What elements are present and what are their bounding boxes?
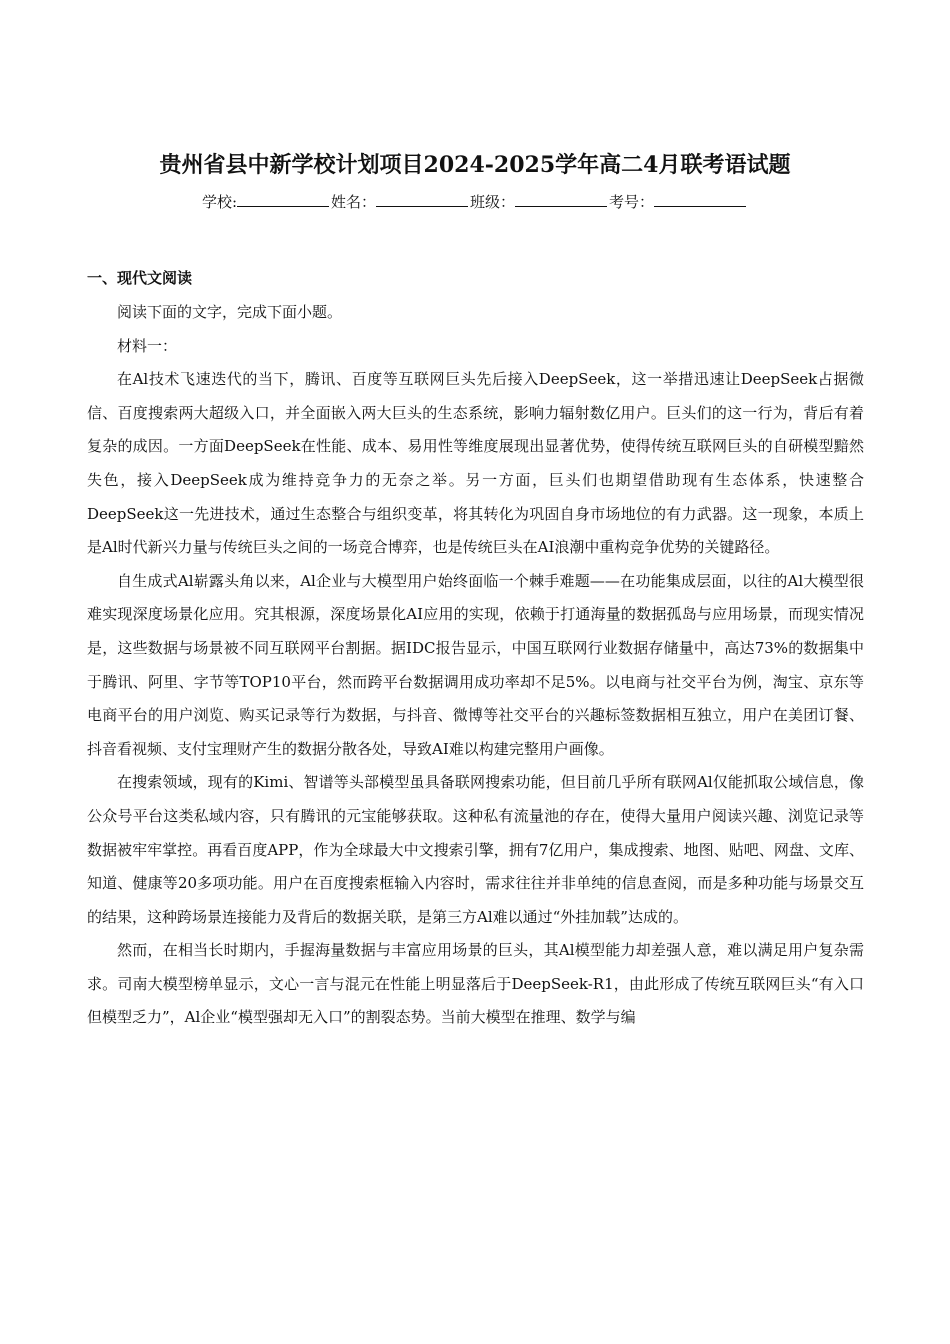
passage-paragraph: 在Al技术飞速迭代的当下，腾讯、百度等互联网巨头先后接入DeepSeek，这一举措迅速让DeepSeek占据微信、百度搜索两大超级入口，并全面嵌入两大巨头的生态系统，影响力辐射数亿用户。巨头们的这一行为，背后有着复杂的成因。一方面DeepSeek在性能、成本、易用性等维度展现出显著优势，使得传统互联网巨头的自研模型黯然失色，接入DeepSeek成为维持竞争力的无奈之举。另一方面，巨头们也期望借助现有生态体系，快速整合DeepSeek这一先进技术，通过生态整合与组织变革，将其转化为巩固自身市场地位的有力武器。这一现象，本质上是Al时代新兴力量与传统巨头之间的一场竞合博弈，也是传统巨头在AI浪潮中重构竞争优势的关键路径。 xyxy=(87,370,864,557)
exam-number-label: 考号： xyxy=(609,193,655,211)
exam-title: 贵州省县中新学校计划项目2024-2025学年高二4月联考语试题 xyxy=(159,152,791,178)
section-heading: 一、现代文阅读 xyxy=(87,269,193,287)
passage-paragraph: 然而，在相当长时期内，手握海量数据与丰富应用场景的巨头，其Al模型能力却差强人意，难以满足用户复杂需求。司南大模型榜单显示，文心一言与混元在性能上明显落后于DeepSeek-R1，由此形成了传统互联网巨头“有入口但模型乏力”，Al企业“模型强却无入口”的割裂态势。当前大模型在推理、数学与编 xyxy=(87,941,864,1027)
reading-passage xyxy=(87,296,864,1035)
class-label: 班级： xyxy=(470,193,516,211)
material-label: 材料一： xyxy=(117,336,178,355)
school-blank[interactable] xyxy=(237,192,329,207)
name-blank[interactable] xyxy=(376,192,468,207)
school-label: 学校: xyxy=(201,193,237,211)
name-label: 姓名： xyxy=(331,193,377,211)
passage-paragraph: 在搜索领域，现有的Kimi、智谱等头部模型虽具备联网搜索功能，但目前几乎所有联网Al仅能抓取公域信息，像公众号平台这类私域内容，只有腾讯的元宝能够获取。这种私有流量池的存在，使得大量用户阅读兴趣、浏览记录等数据被牢牢掌控。再看百度APP，作为全球最大中文搜索引擎，拥有7亿用户，集成搜索、地图、贴吧、网盘、文库、知道、健康等20多项功能。用户在百度搜索框输入内容时，需求往往并非单纯的信息查阅，而是多种功能与场景交互的结果，这种跨场景连接能力及背后的数据关联，是第三方Al难以通过“外挂加载”达成的。 xyxy=(87,773,864,926)
passage-paragraph: 自生成式Al崭露头角以来，Al企业与大模型用户始终面临一个棘手难题——在功能集成层面，以往的Al大模型很难实现深度场景化应用。究其根源，深度场景化AI应用的实现，依赖于打通海量的数据孤岛与应用场景，而现实情况是，这些数据与场景被不同互联网平台割据。据IDC报告显示，中国互联网行业数据存储量中，高达73%的数据集中于腾讯、阿里、字节等TOP10平台，然而跨平台数据调用成功率却不足5%。以电商与社交平台为例，淘宝、京东等电商平台的用户浏览、购买记录等行为数据，与抖音、微博等社交平台的兴趣标签数据相互独立，用户在美团订餐、抖音看视频、支付宝理财产生的数据分散各处，导致AI难以构建完整用户画像。 xyxy=(87,571,864,758)
exam-number-blank[interactable] xyxy=(654,192,746,207)
class-blank[interactable] xyxy=(515,192,607,207)
student-info-line xyxy=(0,190,950,214)
instruction-text: 阅读下面的文字，完成下面小题。 xyxy=(117,303,343,321)
